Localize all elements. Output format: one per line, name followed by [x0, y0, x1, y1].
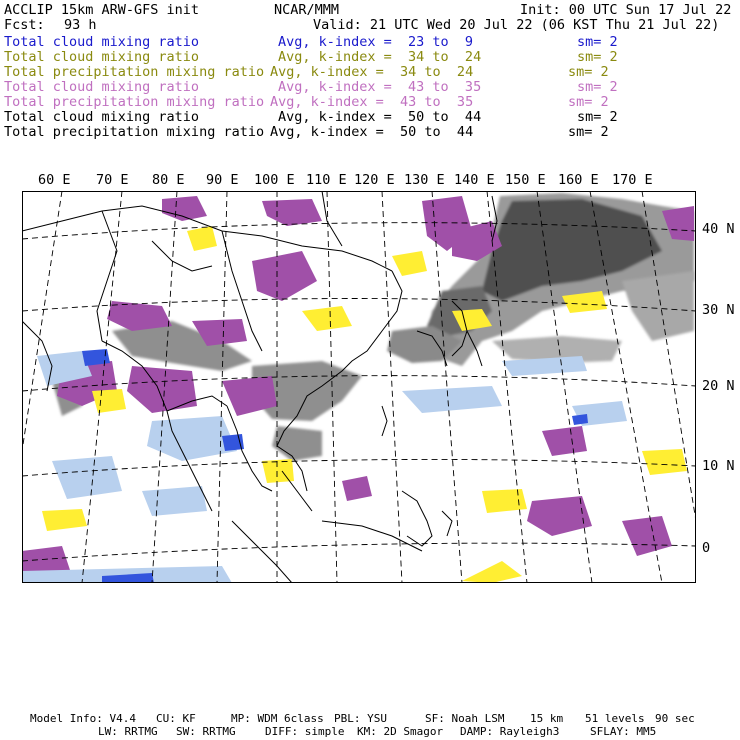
footer-sf: SF: Noah LSM — [425, 712, 505, 725]
weather-map — [22, 191, 696, 583]
lat-label: 40 N — [702, 221, 735, 237]
footer-mp: MP: WDM 6class — [231, 712, 324, 725]
legend-avg-7: Avg, k-index = 50 to 44 — [270, 124, 474, 140]
legend-avg-5: Avg, k-index = 43 to 35 — [270, 94, 474, 110]
organization-label: NCAR/MMM — [274, 2, 340, 18]
legend-sm-3: sm= 2 — [568, 64, 609, 80]
footer-sw: SW: RRTMG — [176, 725, 236, 738]
lon-label: 170 E — [612, 172, 653, 188]
legend-avg-3: Avg, k-index = 34 to 24 — [270, 64, 474, 80]
footer-km: KM: 2D Smagor — [357, 725, 444, 738]
footer-model-info: Model Info: V4.4 — [30, 712, 136, 725]
legend-sm-7: sm= 2 — [568, 124, 609, 140]
lat-label: 30 N — [702, 302, 735, 318]
footer-diff: DIFF: simple — [265, 725, 345, 738]
lon-label: 70 E — [96, 172, 129, 188]
legend-field-7: Total precipitation mixing ratio — [4, 124, 265, 140]
lon-label: 110 E — [306, 172, 347, 188]
legend-field-5: Total precipitation mixing ratio — [4, 94, 265, 110]
footer-cu: CU: KF — [156, 712, 196, 725]
lon-label: 120 E — [354, 172, 395, 188]
lat-label: 0 — [702, 540, 711, 556]
footer-levels: 51 levels — [585, 712, 645, 725]
lon-label: 140 E — [454, 172, 495, 188]
footer-timestep: 90 sec — [655, 712, 695, 725]
footer-damp: DAMP: Rayleigh3 — [460, 725, 560, 738]
legend-sm-4: sm= 2 — [577, 79, 618, 95]
lat-label: 10 N — [702, 458, 735, 474]
lon-label: 80 E — [152, 172, 185, 188]
lon-label: 150 E — [505, 172, 546, 188]
lat-label: 20 N — [702, 378, 735, 394]
map-title: ACCLIP 15km ARW-GFS init — [4, 2, 200, 18]
legend-field-1: Total cloud mixing ratio — [4, 34, 200, 50]
footer-sflay: SFLAY: MM5 — [590, 725, 657, 738]
init-time: Init: 00 UTC Sun 17 Jul 22 — [520, 2, 732, 18]
legend-sm-2: sm= 2 — [577, 49, 618, 65]
legend-field-6: Total cloud mixing ratio — [4, 109, 200, 125]
valid-time: Valid: 21 UTC Wed 20 Jul 22 (06 KST Thu 21 Jul 22) — [313, 17, 720, 33]
forecast-hour: 93 h — [64, 17, 97, 33]
legend-field-3: Total precipitation mixing ratio — [4, 64, 265, 80]
legend-avg-2: Avg, k-index = 34 to 24 — [278, 49, 482, 65]
legend-sm-5: sm= 2 — [568, 94, 609, 110]
forecast-label: Fcst: — [4, 17, 45, 33]
legend-sm-1: sm= 2 — [577, 34, 618, 50]
legend-field-4: Total cloud mixing ratio — [4, 79, 200, 95]
footer-pbl: PBL: YSU — [334, 712, 387, 725]
lon-label: 130 E — [404, 172, 445, 188]
legend-avg-6: Avg, k-index = 50 to 44 — [278, 109, 482, 125]
legend-field-2: Total cloud mixing ratio — [4, 49, 200, 65]
legend-avg-1: Avg, k-index = 23 to 9 — [278, 34, 474, 50]
lon-label: 100 E — [254, 172, 295, 188]
lon-label: 90 E — [206, 172, 239, 188]
legend-sm-6: sm= 2 — [577, 109, 618, 125]
lon-label: 60 E — [38, 172, 71, 188]
legend-avg-4: Avg, k-index = 43 to 35 — [278, 79, 482, 95]
lon-label: 160 E — [558, 172, 599, 188]
footer-lw: LW: RRTMG — [98, 725, 158, 738]
footer-resolution: 15 km — [530, 712, 564, 725]
